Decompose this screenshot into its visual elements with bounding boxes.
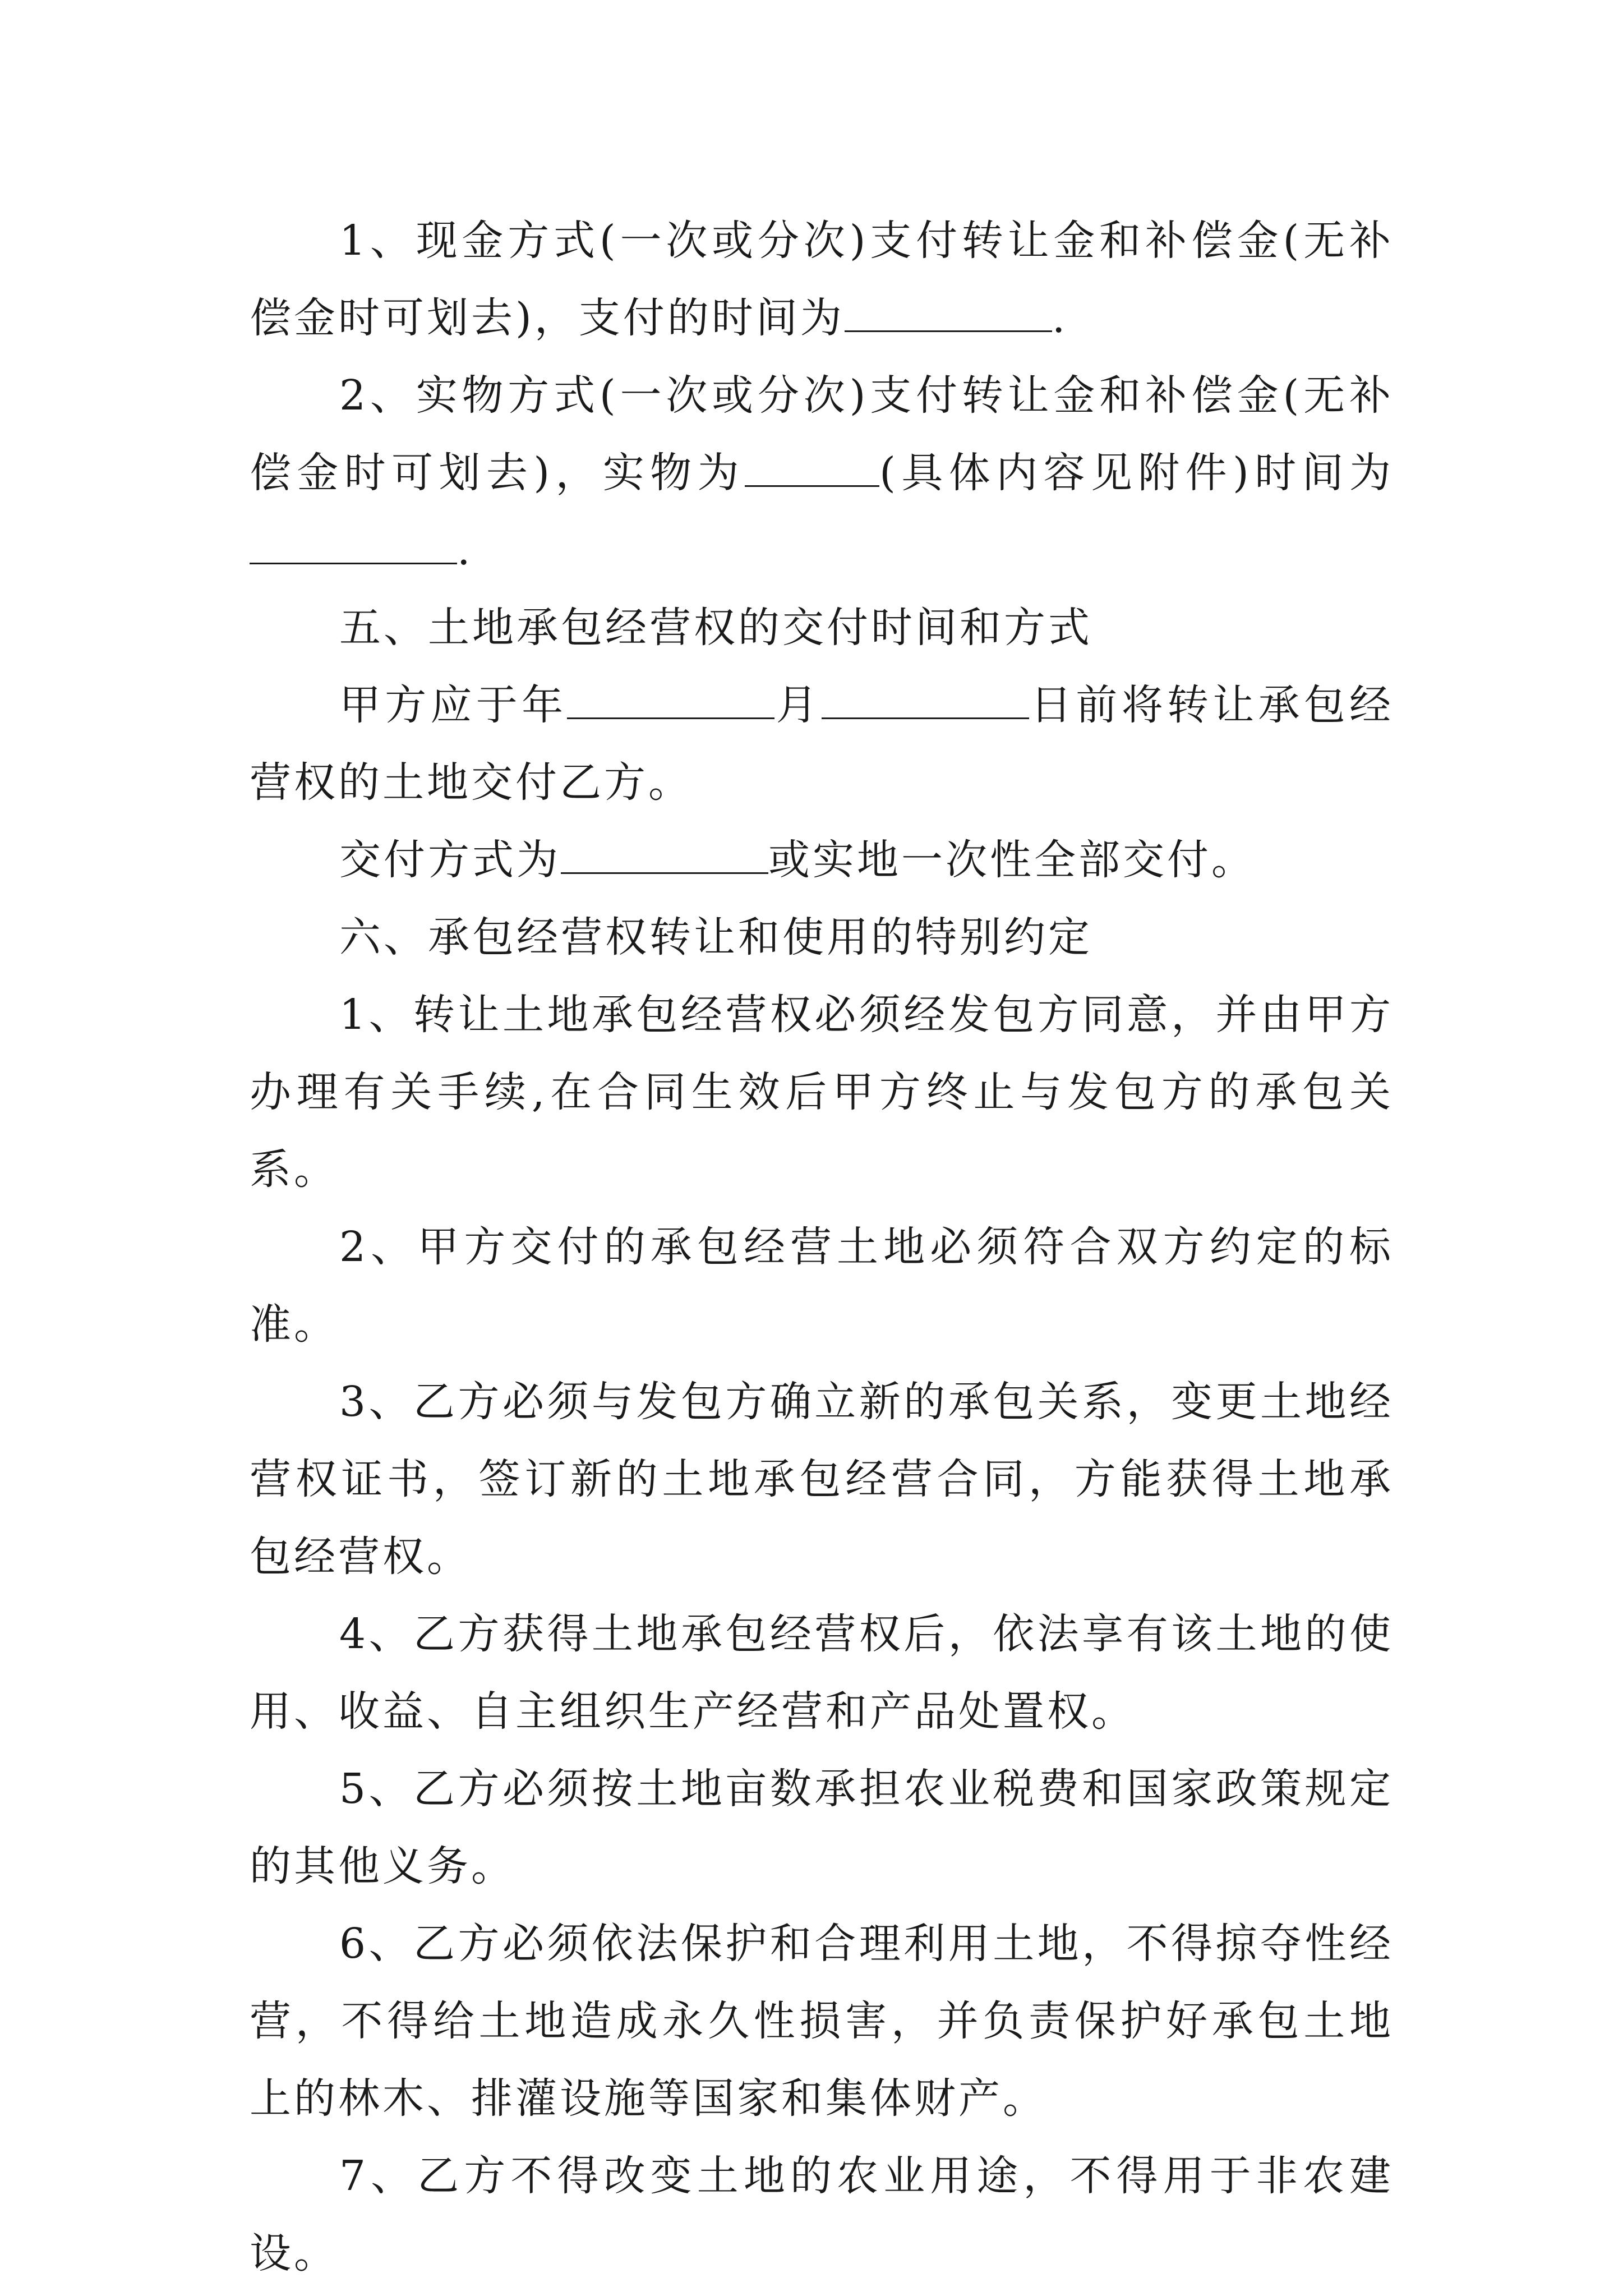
document-body bbox=[250, 202, 1394, 2292]
delivery-method-clause bbox=[250, 821, 1394, 899]
special-term-2: 2、甲方交付的承包经营土地必须符合双方约定的标准。 bbox=[250, 1223, 1394, 1349]
special-term-1: 1、转让土地承包经营权必须经发包方同意，并由甲方办理有关手续,在合同生效后甲方终止与发包方的承包关系。 bbox=[250, 991, 1394, 1194]
special-term-5: 5、乙方必须按土地亩数承担农业税费和国家政策规定的其他义务。 bbox=[250, 1765, 1394, 1890]
fill-in-blank[interactable] bbox=[822, 678, 1029, 719]
fill-in-blank[interactable] bbox=[561, 833, 768, 874]
section-heading-5: 五、土地承包经营权的交付时间和方式 bbox=[339, 604, 1092, 652]
fill-in-blank[interactable] bbox=[567, 678, 774, 719]
clause-text: 月 bbox=[774, 681, 822, 729]
clause-text: . bbox=[457, 526, 473, 574]
fill-in-blank[interactable] bbox=[250, 523, 457, 564]
delivery-time-clause bbox=[250, 666, 1394, 821]
special-term-7: 7、乙方不得改变土地的农业用途，不得用于非农建设。 bbox=[250, 2152, 1394, 2277]
payment-goods-clause bbox=[250, 357, 1394, 589]
special-term-3: 3、乙方必须与发包方确立新的承包关系，变更土地经营权证书，签订新的土地承包经营合同，方能获得土地承包经营权。 bbox=[250, 1378, 1394, 1581]
clause-text: . bbox=[1052, 294, 1068, 342]
clause-text: (具体内容见附件)时间为 bbox=[879, 449, 1394, 497]
fill-in-blank[interactable] bbox=[745, 446, 879, 487]
clause-text: 甲方应于年 bbox=[339, 681, 568, 729]
clause-text: 交付方式为 bbox=[339, 836, 561, 884]
clause-text: 1、现金方式(一次或分次)支付转让金和补偿金(无补偿金时可划去)，支付的时间为 bbox=[250, 217, 1394, 342]
special-term-6: 6、乙方必须依法保护和合理利用土地，不得掠夺性经营，不得给土地造成永久性损害，并负责保护好承包土地上的林木、排灌设施等国家和集体财产。 bbox=[250, 1920, 1394, 2123]
special-term-4: 4、乙方获得土地承包经营权后，依法享有该土地的使用、收益、自主组织生产经营和产品处置权。 bbox=[250, 1610, 1394, 1736]
clause-text: 2、实物方式(一次或分次)支付转让金和补偿金(无补偿金时可划去)，实物为 bbox=[250, 371, 1394, 497]
fill-in-blank[interactable] bbox=[845, 291, 1052, 332]
section-heading-6: 六、承包经营权转让和使用的特别约定 bbox=[339, 913, 1092, 961]
clause-text: 日前将转让承包经营权的土地交付乙方。 bbox=[250, 681, 1394, 807]
clause-text: 或实地一次性全部交付。 bbox=[768, 836, 1256, 884]
payment-cash-clause bbox=[250, 202, 1394, 357]
